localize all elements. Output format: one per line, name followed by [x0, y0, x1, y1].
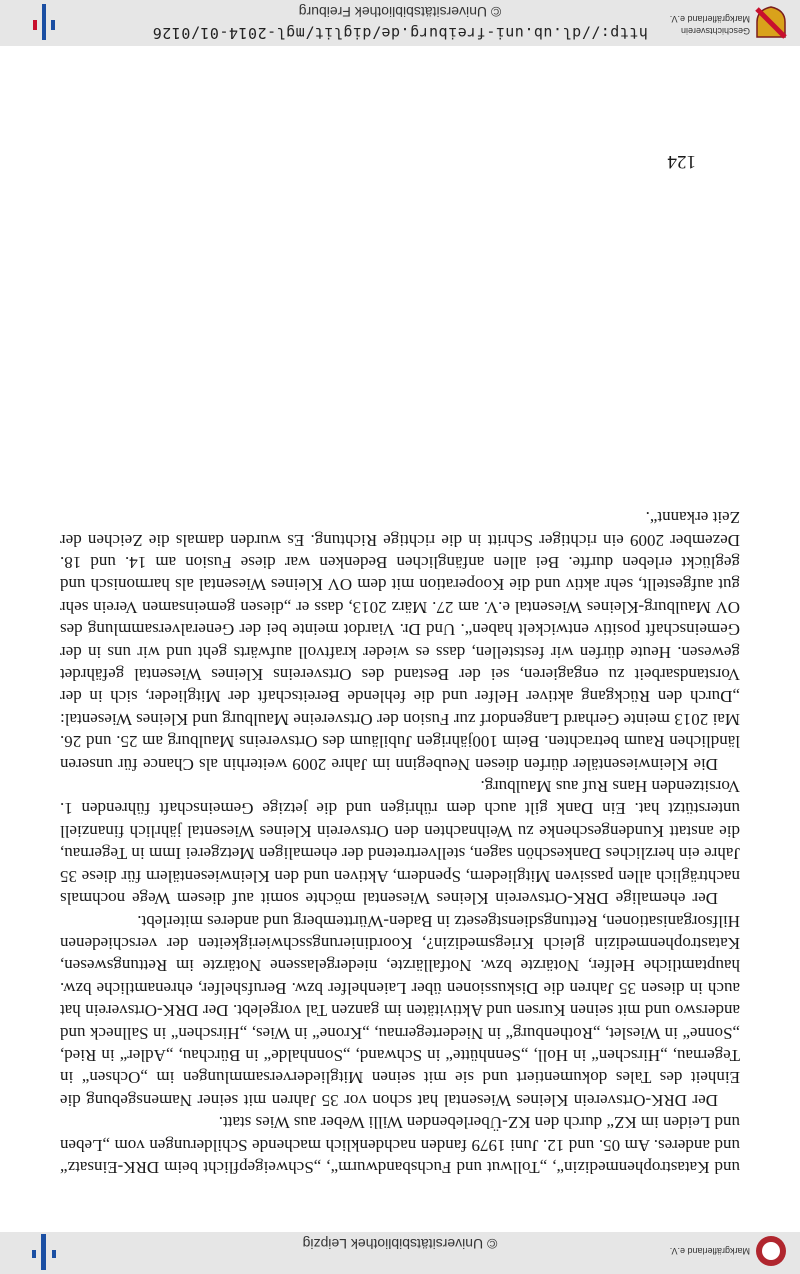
header-bar [0, 1232, 800, 1274]
coat-of-arms-icon [754, 6, 788, 40]
copyright-top: © Universitätsbibliothek Leipzig [302, 1236, 498, 1252]
page-number: 124 [667, 151, 696, 172]
paragraph-3: Der ehemalige DRK-Ortsverein Kleines Wiesental möchte somit auf diesem Wege nochmals nachträglich allen passiven Mitgliedern, Spendern, Aktiven und den Kleinwiesentälern für diese 35 Jahre ein herzliches Dankeschön sagen, stellvertretend der ehemaligen Metzgerei Imm in Tegernau, die anstatt Kundengeschenke zu Weihnachten den Ortsverein Kleines Wiesental jährlich finanziell unterstützt hat. Ein Dank gilt auch dem rührigen und die jetzige Gemeinschaft führenden 1. Vorsitzenden Hans Ruf aus Maulburg. [60, 777, 740, 909]
society-name-top: Markgräflerland e.V. [669, 1246, 750, 1256]
paragraph-2: Der DRK-Ortsverein Kleines Wiesental hat schon vor 35 Jahren mit seiner Namensgebung die Einheit des Tales dokumentiert und sie mit seinen Mitgliederversammlungen im „Ochsen“ in Tegernau, „Hirschen“ in Holl, „Sennhütte“ in Schwand, „Sonnhalde“ in Bürchau, „Adler“ in Ried, „Sonne“ in Wieslet, „Rothenburg“ in Niedertegernau, „Krone“ in Wies, „Hirschen“ in Sallneck und anderswo und mit seinen Kursen und Aktivitäten im ganzen Tal vorgelebt. Der DRK-Ortsverein hat auch in diesen 35 Jahren die Diskussionen über Laienhelfer bzw. Berufshelfer, ehrenamtliche bzw. hauptamtliche Helfer, Notärzte bzw. Notfallärzte, niedergelassene Notärzte im Rettungswesen, Katastrophenmedizin gleich Kriegsmedizin?, Koordinierungsschwierigkeiten der verschiedenen Hilfsorganisationen, Rettungsdienstgesetz in Baden-Württemberg und anderes miterlebt. [60, 911, 740, 1110]
paragraph-1: und Katastrophenmedizin“, „Tollwut und Fuchsbandwurm“, „Schweigepflicht beim DRK-Einsatz“ und anderes. Am 05. und 12. Juni 1979 fanden nachdenklich machende Schilderungen vom „Leben und Leiden im KZ“ durch den KZ-Überlebenden Willi Weber aus Wies statt. [60, 1113, 740, 1177]
footer-bar [0, 0, 800, 46]
society-name-line1: Geschichtsverein [680, 26, 750, 36]
paragraph-4: Die Kleinwiesentäler dürfen diesen Neubeginn im Jahre 2009 weiterhin als Chance für unseren ländlichen Raum betrachten. Beim 100jährigen Jubiläum des Ortsvereins Maulburg am 25. und 26. Mai 2013 meinte Gerhard Langendorf zur Fusion der Ortsvereine Maulburg und Kleines Wiesental: „Durch den Rückgang aktiver Helfer und die fehlende Bereitschaft der Mitglieder, sich in der Vorstandsarbeit zu engagieren, sei der Bestand des Ortsvereins Kleines Wiesental gefährdet gewesen. Heute dürfen wir feststellen, dass es wieder kraftvoll aufwärts geht und wir uns in der Gemeinschaft positiv entwickelt haben“. Und Dr. Viardot meinte bei der Generalversammlung des OV Maulburg-Kleines Wiesental e.V. am 27. März 2013, dass er „diesen gemeinsamen Verein sehr gut aufgestellt, sehr aktiv und die Kooperation mit dem OV Kleines Wiesental als harmonisch und geglückt erleben durfte. Bei allen anfänglichen Bedenken war diese Fusion am 14. und 18. Dezember 2009 ein richtiger Schritt in die richtige Richtung. Es wurden damals die Zeichen der Zeit erkannt“. [60, 508, 740, 774]
body-text [60, 506, 740, 1178]
university-logo-icon [26, 1234, 62, 1270]
society-name-line2: Markgräflerland e.V. [669, 14, 750, 24]
source-url: http://dl.ub.uni-freiburg.de/diglit/mgl-2014-01/0126 [152, 24, 648, 42]
copyright-bottom: © Universitätsbibliothek Freiburg [298, 4, 502, 20]
